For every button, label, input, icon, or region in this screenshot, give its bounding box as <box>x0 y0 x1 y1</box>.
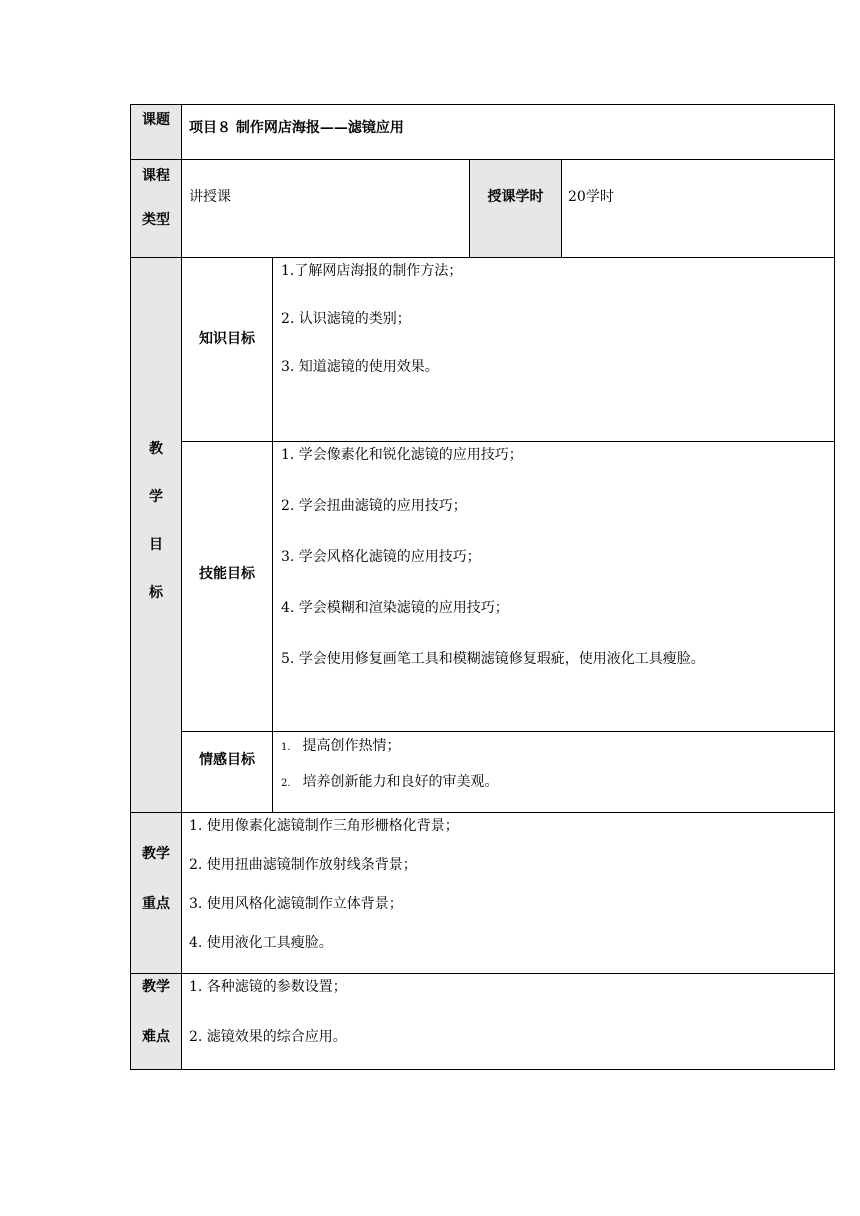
list-item: 1. 使用像素化滤镜制作三角形栅格化背景； <box>189 818 459 834</box>
list-item: 5. 学会使用修复画笔工具和模糊滤镜修复瑕疵，使用液化工具瘦脸。 <box>281 651 705 667</box>
list-item: 3. 使用风格化滤镜制作立体背景； <box>189 896 403 912</box>
list-item: 2. 认识滤镜的类别； <box>281 311 411 327</box>
knowledge-objectives-row <box>131 258 835 442</box>
difficulties-label: 教学 难点 <box>131 974 182 1070</box>
teaching-hours-label: 授课学时 <box>470 160 562 258</box>
topic-value: 项目８ 制作网店海报——滤镜应用 <box>182 105 835 160</box>
list-item: 2. 培养创新能力和良好的审美观。 <box>281 774 499 790</box>
teaching-hours-value: 20学时 <box>562 160 835 258</box>
skills-objectives-list <box>273 442 835 732</box>
key-points-row <box>131 813 835 974</box>
course-type-row <box>131 160 835 258</box>
skills-objectives-row <box>131 442 835 732</box>
difficulties-row <box>131 974 835 1070</box>
list-item: 2. 使用扭曲滤镜制作放射线条背景； <box>189 857 417 873</box>
knowledge-objectives-label: 知识目标 <box>182 258 273 442</box>
difficulties-list <box>182 974 835 1070</box>
emotion-objectives-row <box>131 732 835 813</box>
key-points-label: 教学 重点 <box>131 813 182 974</box>
lesson-plan-table <box>130 104 835 1070</box>
list-item: 1.了解网店海报的制作方法； <box>281 263 463 279</box>
list-item: 4. 使用液化工具瘦脸。 <box>189 935 333 951</box>
knowledge-objectives-list <box>273 258 835 442</box>
topic-row <box>131 105 835 160</box>
list-item: 3. 知道滤镜的使用效果。 <box>281 359 439 375</box>
list-item: 1. 提高创作热情； <box>281 738 401 754</box>
list-item: 2. 学会扭曲滤镜的应用技巧； <box>281 498 467 514</box>
list-item: 4. 学会模糊和渲染滤镜的应用技巧； <box>281 600 509 616</box>
topic-label: 课题 <box>131 105 182 160</box>
list-item: 1. 各种滤镜的参数设置； <box>189 979 347 995</box>
emotion-objectives-label: 情感目标 <box>182 732 273 813</box>
skills-objectives-label: 技能目标 <box>182 442 273 732</box>
key-points-list <box>182 813 835 974</box>
list-item: 1. 学会像素化和锐化滤镜的应用技巧； <box>281 447 523 463</box>
list-item: 3. 学会风格化滤镜的应用技巧； <box>281 549 481 565</box>
course-type-label: 课程 类型 <box>131 160 182 258</box>
objectives-label: 教 学 目 标 <box>131 258 182 813</box>
emotion-objectives-list <box>273 732 835 813</box>
course-type-value: 讲授课 <box>182 160 470 258</box>
list-item: 2. 滤镜效果的综合应用。 <box>189 1029 347 1045</box>
